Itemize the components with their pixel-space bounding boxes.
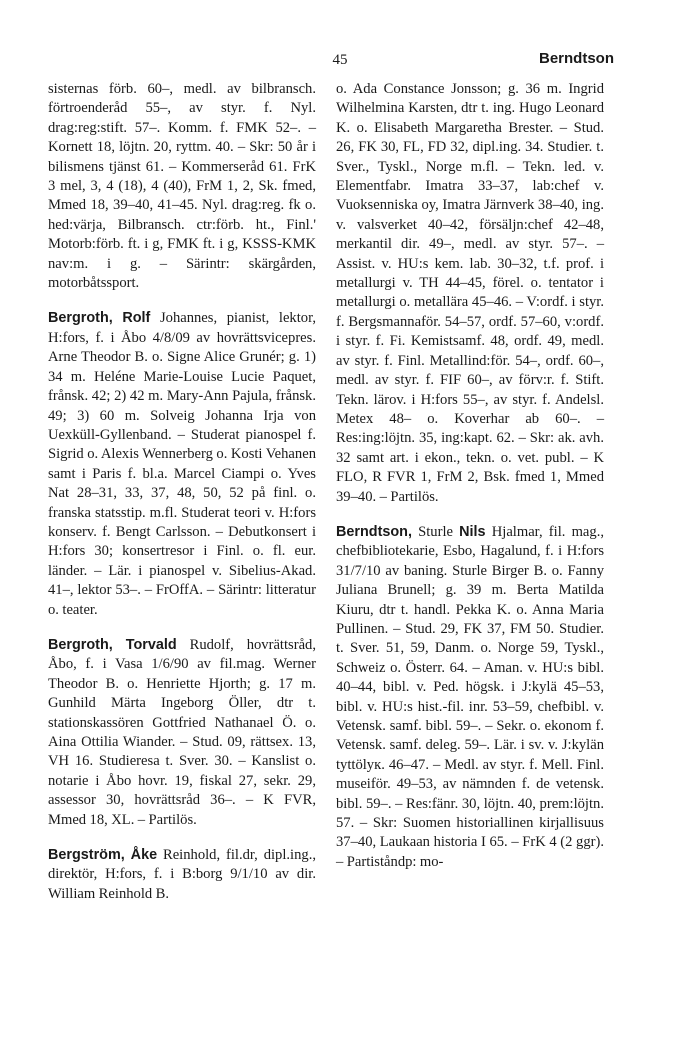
entry-given-name: Torvald [125,636,177,653]
running-head: Berndtson [539,50,614,67]
entry-surname: Bergroth, [48,310,113,327]
entry-middle-name: Sturle [411,523,460,540]
entry-bergstrom-ake [48,846,316,904]
entry-text: Johannes, pianist, lektor, H:fors, f. i Åbo 4/8/09 av hovrättsvicepres. Arne Theodor B. o. Signe Alice Grunér; g. 1) 34 m. Heléne Marie-Louise Lucie Paquet, frånsk. 42; 2) 42 m. Mary-Ann Pajula, frånsk. 49; 3) 60 m. Solveig Johanna Irja von Uexküll-Gyllenband. – Studerat pianospel f. Sigrid o. Alexis Wennerberg o. Kosti Vehanen samt i Paris f. bl.a. Marcel Ciampi o. Yves Nat 28–31, 33, 37, 48, 50, 52 på finl. o. franska statsstip. m.fl. Studerat teori v. H:fors konserv. f. Bengt Carlsson. – Debutkonsert i H:fors 30; konsertresor i Finl. o. fl. eur. länder. – Lär. i pianospel v. Sibelius-Akad. 41–, lektor 53–. – FrOffA. – Särintr: litteratur o. teater. [48,310,316,618]
entry-surname: Bergström, [48,847,125,864]
right-column [336,80,604,872]
continued-entry [336,80,604,507]
entry-text: sisternas förb. 60–, medl. av bilbransch. förtroenderåd 55–, av styr. f. Nyl. drag:reg:stift. 57–. Komm. f. FMK 52–. – Kornett 18, löjtn. 20, ryttm. 40. – Skr: 50 år i bilismens tjänst 61. – Kommerseråd 61. FrK 3 mel, 3, 4 (18), 4 (40), FrM 1, 2, Sk. fmed, Mmed 18, 39–40, 41–45. Nyl. drag:reg. fk o. hed:värja, Bilbransch. ctr:förb. ht., Finl.' Motorb:förb. ft. i g, FMK ft. i g, KSSS-KMK nav:m. i g. – Särintr: skärgården, motorbåtssport. [48,81,316,292]
entry-text: Hjalmar, fil. mag., chefbibliotekarie, Esbo, Hagalund, f. i H:fors 31/7/10 av baning. Sturle Birger B. o. Fanny Juliana Brunell; g. 39 m. Berta Matilda Kiuru, dtr t. handl. Pekka K. o. Anna Maria Pullinen. – Stud. 29, FK 37, FM 50. Studier. t. Sver. 51, 59, Danm. o. Norge 59, Tyskl., Schweiz o. Österr. 64. – Aman. v. HU:s bibl. 40–44, bibl. v. Ped. högsk. i J:kylä 45–53, bibl. v. HU:s hist.-fil. inr. 53–59, chefbibl. v. Vetensk. samf. bibl. 59–. – Sekr. o. ekonom f. Vetensk. samf. deleg. 59–. Lär. i sv. v. J:kylän tyttölук. 46–47. – Medl. av styr. f. Mell. Finl. museiför. 49–53, av nämnden f. de vetensk. bibl. 59–. – Res:fänr. 30, löjtn. 40, prem:löjtn. 57. – Skr: Suomen historiallinen kirjallisuus 37–40, Laukaan historia I 65. – FrK 4 (2 ggr). – Partiståndp: mo- [336,523,604,870]
entry-given-name: Rolf [122,310,151,327]
entry-bergroth-rolf [48,309,316,620]
entry-text: Reinhold, fil.dr, dipl.ing., direktör, H:fors, f. i B:borg 9/1/10 av dir. William Reinhold B. [48,847,317,902]
entry-surname: Bergroth, [48,636,113,653]
entry-berndtson-nils [336,523,604,872]
entry-bergroth-torvald [48,636,316,830]
entry-given-name: Åke [130,847,158,864]
continued-entry [48,80,316,293]
entry-given-name: Nils [459,523,486,540]
entry-surname: Berndtson, [336,523,412,540]
entry-text: o. Ada Constance Jonsson; g. 36 m. Ingrid Wilhelmina Karsten, dtr t. ing. Hugo Leonard K. o. Elisabeth Margaretha Brester. – Stud. 26, FK 30, FL, FD 32, dipl.ing. 34. Studier. t. Sver., Tyskl., Norge m.fl. – Tekn. led. v. Elementfabr. Imatra 33–37, lab:chef v. Vuoksenniska oy, Imatra Järnverk 38–40, ing. v. valsverket 40–42, försäljn:chef 42–48, merkantil dir. 49–, medl. av styr. 57–. – Assist. v. HU:s kem. lab. 30–32, t.f. prof. i metallurgi v. TH 44–45, förel. o. tentator i metallurgi o. metallära 45–46. – V:ordf. i styr. f. Bergsmannaför. 54–57, ordf. 57–60, v:ordf. i styr. f. Fi. Kemistsamf. 48, ordf. 49, medl. av styr. f. Finl. Metallind:för. 54–, ordf. 60–, medl. av styr. f. FIF 60–, av förv:r. f. Stift. Tekn. lärov. i H:fors 55–, av styr. f. Andelsl. Metex 48– o. Koverhar ab 60–. – Res:ing:löjtn. 35, ing:kapt. 62. – Skr: ak. avh. 32 samt art. i ekon., tekn. o. vet. publ. – K FLO, R FVR 1, FrM 2, Bsk. fmed 1, Mmed 39–40. – Partilös. [336,81,604,505]
page-number: 45 [332,52,348,68]
entry-text: Rudolf, hovrättsråd, Åbo, f. i Vasa 1/6/90 av fil.mag. Werner Theodor B. o. Henriette Hjorth; g. 17 m. Gunhild Märta Ingeborg Öller, dtr t. stationskassören Gottfried Nathanael Ö. o. Aina Ottilia Wiander. – Stud. 09, rättsex. 13, VH 16. Studieresa t. Sver. 30. – Kanslist o. notarie i Åbo hovr. 19, fiskal 27, sekr. 29, assessor 30, hovrättsråd 36–. – K FVR, Mmed 18, XL. – Partilös. [48,636,317,828]
left-column [48,80,316,904]
